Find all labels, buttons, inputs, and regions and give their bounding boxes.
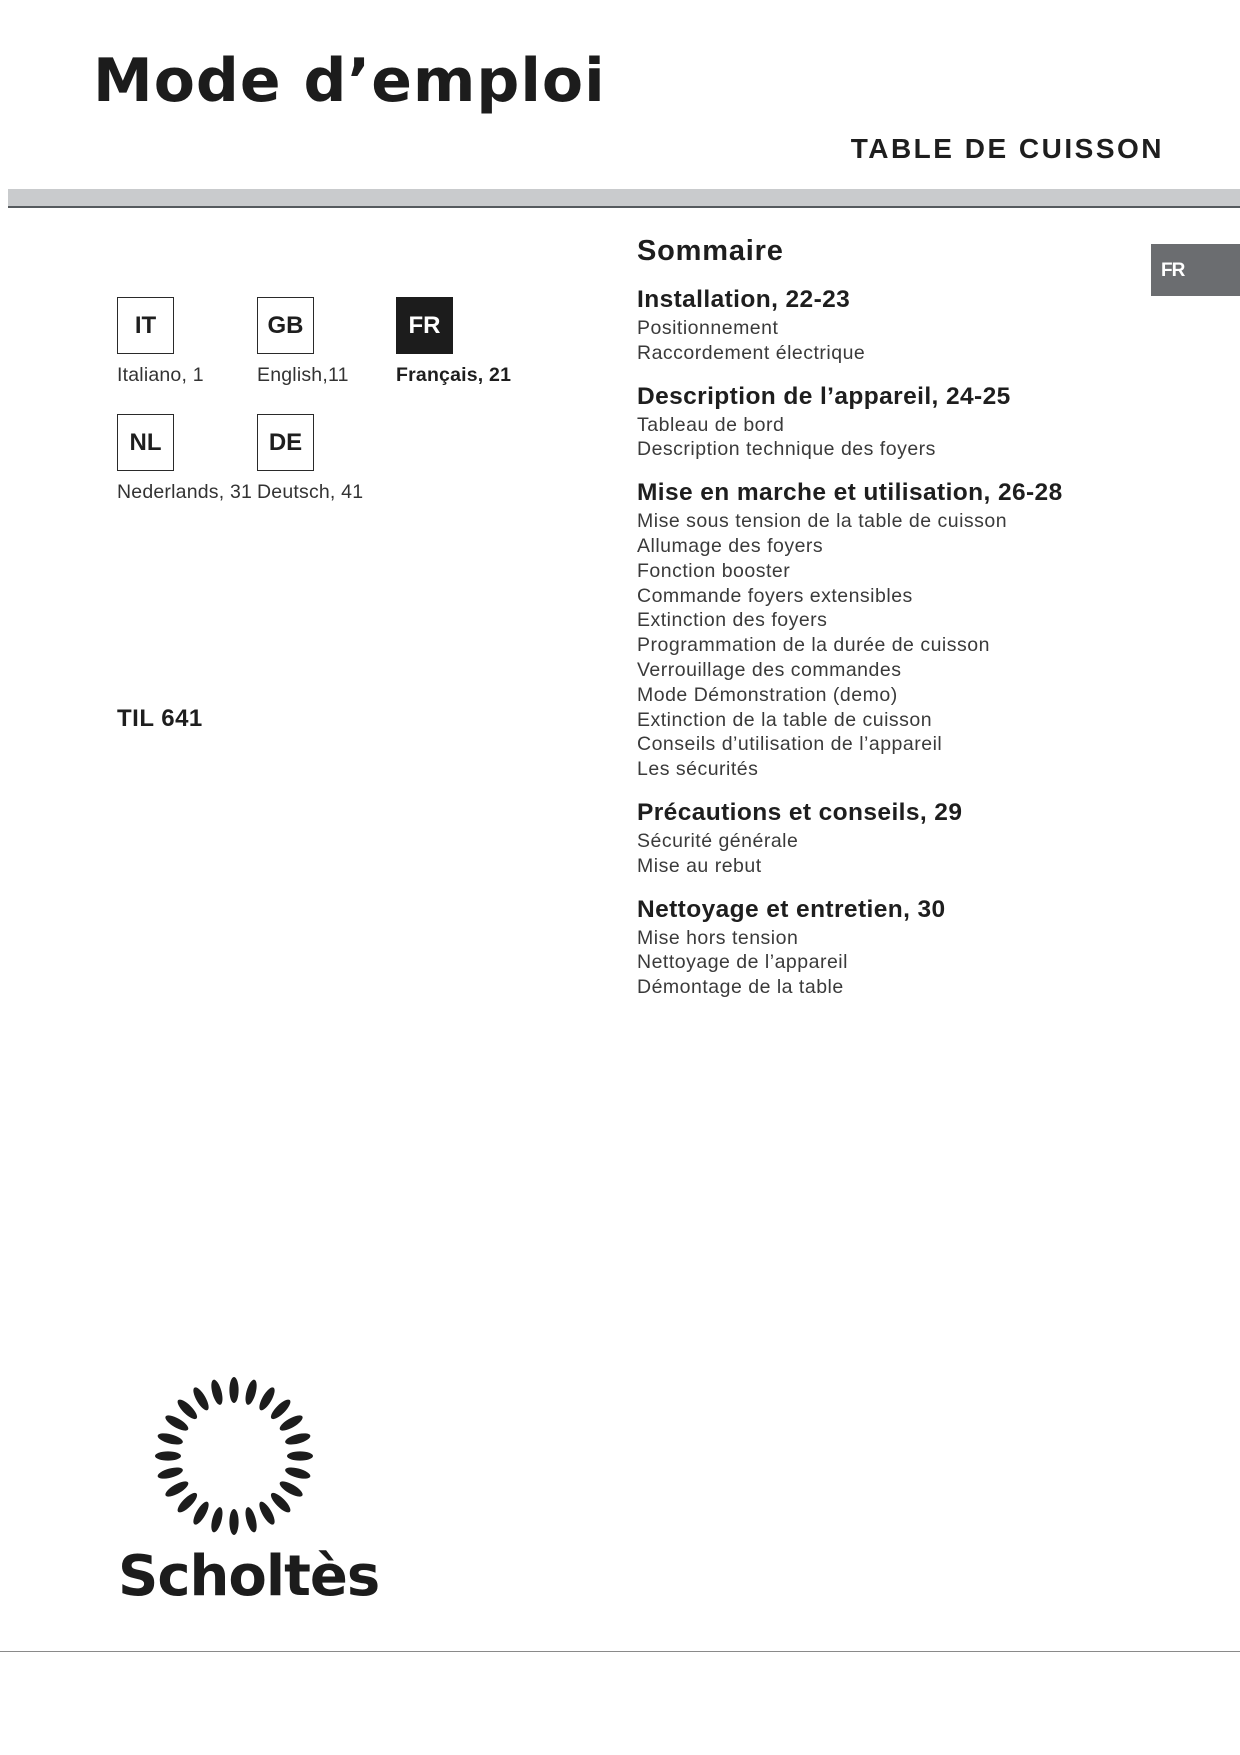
logo-ray — [191, 1385, 212, 1412]
document-type: TABLE DE CUISSON — [850, 133, 1164, 164]
toc-item[interactable]: Extinction des foyers — [637, 609, 828, 632]
toc-item[interactable]: Programmation de la durée de cuisson — [637, 634, 990, 657]
logo-ray — [243, 1506, 259, 1533]
logo-ray — [257, 1500, 278, 1527]
logo-ray — [175, 1397, 200, 1422]
brand-logo — [118, 1368, 380, 1616]
language-label: Nederlands, 31 — [117, 481, 253, 503]
toc-section-heading[interactable]: Description de l’appareil, 24-25 — [637, 382, 1011, 410]
logo-ray — [268, 1397, 293, 1422]
logo-ray — [209, 1379, 225, 1406]
toc-item[interactable]: Sécurité générale — [637, 829, 799, 852]
logo-ray — [229, 1377, 238, 1403]
toc-section-installation — [637, 284, 1137, 366]
logo-ray — [155, 1451, 181, 1460]
toc-section-precautions — [637, 797, 1137, 879]
logo-ray — [229, 1509, 238, 1535]
logo-ray — [163, 1479, 190, 1500]
toc-item[interactable]: Mise au rebut — [637, 854, 762, 877]
logo-ray — [157, 1431, 184, 1447]
logo-ray — [157, 1465, 184, 1481]
toc-item[interactable]: Conseils d’utilisation de l’appareil — [637, 733, 943, 756]
toc-item[interactable]: Raccordement électrique — [637, 341, 866, 364]
footer-divider — [0, 1651, 1240, 1652]
language-code-box: IT — [117, 297, 174, 354]
logo-ray — [278, 1479, 305, 1500]
logo-ray — [175, 1490, 200, 1515]
toc-title: Sommaire — [637, 235, 784, 267]
language-code-box: DE — [257, 414, 314, 471]
language-code-box: GB — [257, 297, 314, 354]
logo-ray — [209, 1506, 225, 1533]
toc-section-mise-en-marche — [637, 477, 1137, 782]
toc-section-heading[interactable]: Mise en marche et utilisation, 26-28 — [637, 479, 1063, 507]
logo-ray — [268, 1490, 293, 1515]
model-number: TIL 641 — [117, 705, 203, 732]
toc-item[interactable]: Verrouillage des commandes — [637, 658, 902, 681]
toc-item[interactable]: Fonction booster — [637, 559, 791, 582]
logo-ray — [191, 1500, 212, 1527]
table-of-contents — [637, 230, 1137, 1015]
language-label: English,11 — [257, 364, 349, 386]
language-label: Italiano, 1 — [117, 364, 204, 386]
toc-section-heading[interactable]: Installation, 22-23 — [637, 286, 851, 313]
logo-ray — [243, 1379, 259, 1406]
toc-section-description — [637, 381, 1137, 463]
toc-section-nettoyage — [637, 894, 1137, 1000]
page-title: Mode d’emploi — [93, 46, 606, 116]
language-code-box: NL — [117, 414, 174, 471]
toc-item[interactable]: Nettoyage de l’appareil — [637, 951, 848, 974]
toc-section-heading[interactable]: Nettoyage et entretien, 30 — [637, 895, 946, 923]
logo-ray — [163, 1413, 190, 1434]
logo-ray — [278, 1413, 305, 1434]
logo-ray — [287, 1451, 313, 1460]
language-fr[interactable] — [396, 297, 566, 387]
toc-item[interactable]: Allumage des foyers — [637, 534, 824, 557]
logo-ray — [284, 1465, 311, 1481]
logo-ray — [284, 1431, 311, 1447]
toc-item[interactable]: Commande foyers extensibles — [637, 584, 913, 607]
toc-item[interactable]: Description technique des foyers — [637, 438, 936, 461]
toc-item[interactable]: Mise hors tension — [637, 926, 799, 949]
brand-name: Scholtès — [118, 1544, 380, 1609]
toc-item[interactable]: Tableau de bord — [637, 413, 785, 436]
language-tab-fr: FR — [1151, 244, 1240, 296]
toc-item[interactable]: Positionnement — [637, 317, 779, 339]
sun-rays-logo-icon — [146, 1368, 322, 1544]
toc-item[interactable]: Démontage de la table — [637, 976, 844, 999]
language-code-box: FR — [396, 297, 453, 354]
logo-ray — [257, 1385, 278, 1412]
toc-item[interactable]: Mise sous tension de la table de cuisson — [637, 510, 1008, 533]
toc-item[interactable]: Extinction de la table de cuisson — [637, 708, 933, 731]
toc-item[interactable]: Mode Démonstration (demo) — [637, 683, 898, 706]
language-label: Français, 21 — [396, 364, 512, 386]
language-de[interactable] — [257, 414, 427, 504]
header-divider-bar — [8, 189, 1240, 208]
toc-item[interactable]: Les sécurités — [637, 758, 759, 781]
toc-section-heading[interactable]: Précautions et conseils, 29 — [637, 798, 963, 826]
language-label: Deutsch, 41 — [257, 481, 364, 503]
